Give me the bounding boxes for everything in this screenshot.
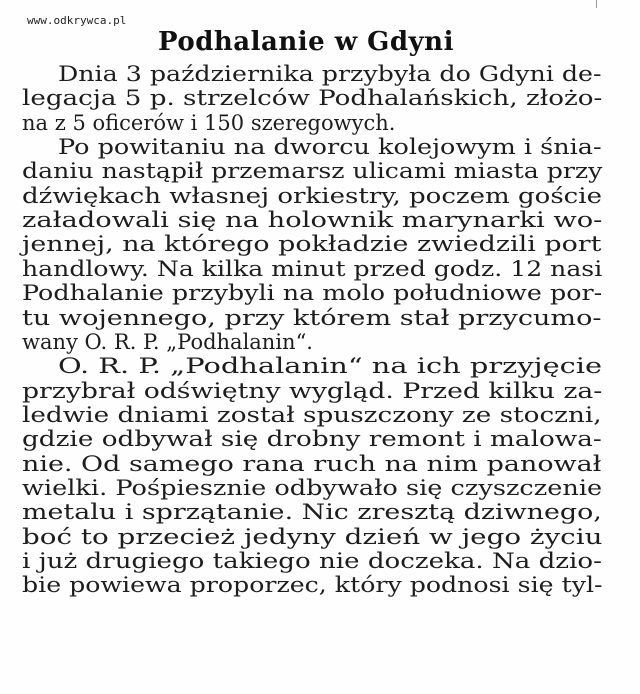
article-line: daniu nastąpił przemarsz ulicami miasta przy xyxy=(22,159,603,184)
article-line: tu wojennego, przy którem stał przycumo- xyxy=(22,305,602,330)
article-line: boć to przecież jedyny dzień w jego życiu xyxy=(22,524,603,549)
article-line: jennej, na którego pokładzie zwiedzili port xyxy=(22,232,602,257)
article-line: przybrał odświętny wygląd. Przed kilku za- xyxy=(22,378,603,403)
article-line: bie powiewa proporzec, który podnosi się tyl- xyxy=(22,573,603,598)
article-line: handlowy. Na kilka minut przed godz. 12 nasi xyxy=(22,256,603,281)
article-line: ledwie dniami został spuszczony ze stoczni, xyxy=(22,402,602,427)
article-line: metalu i sprzątanie. Nic zresztą dziwnego, xyxy=(22,500,602,525)
article-line: legacja 5 p. strzelców Podhalańskich, złożo- xyxy=(22,86,603,111)
watermark: www.odkrywca.pl xyxy=(27,14,127,27)
article-line: wielki. Pośpiesznie odbywało się czyszczenie xyxy=(22,475,603,500)
article-line: dźwiękach własnej orkiestry, poczem goście xyxy=(22,183,602,208)
article-line: wany O. R. P. „Podhalanin“. xyxy=(22,329,313,354)
article-line: i już drugiego takiego nie doczeka. Na dzio- xyxy=(22,549,602,573)
article-line: gdzie odbywał się drobny remont i malowa- xyxy=(22,427,602,452)
article-title: Podhalanie w Gdyni xyxy=(158,27,454,57)
article-line: Dnia 3 października przybyła do Gdyni de- xyxy=(58,62,602,86)
page-edge-mark xyxy=(596,0,597,8)
article-line: Podhalanie przybyli na molo południowe por- xyxy=(22,281,603,306)
article-line: załadowali się na holownik marynarki wo- xyxy=(22,208,603,233)
article-line: O. R. P. „Podhalanin“ na ich przyjęcie xyxy=(58,354,603,379)
article-line: na z 5 oficerów i 150 szeregowych. xyxy=(22,110,396,135)
article-line: Po powitaniu na dworcu kolejowym i śnia- xyxy=(58,135,602,160)
article-line: nie. Od samego rana ruch na nim panował xyxy=(22,451,602,476)
